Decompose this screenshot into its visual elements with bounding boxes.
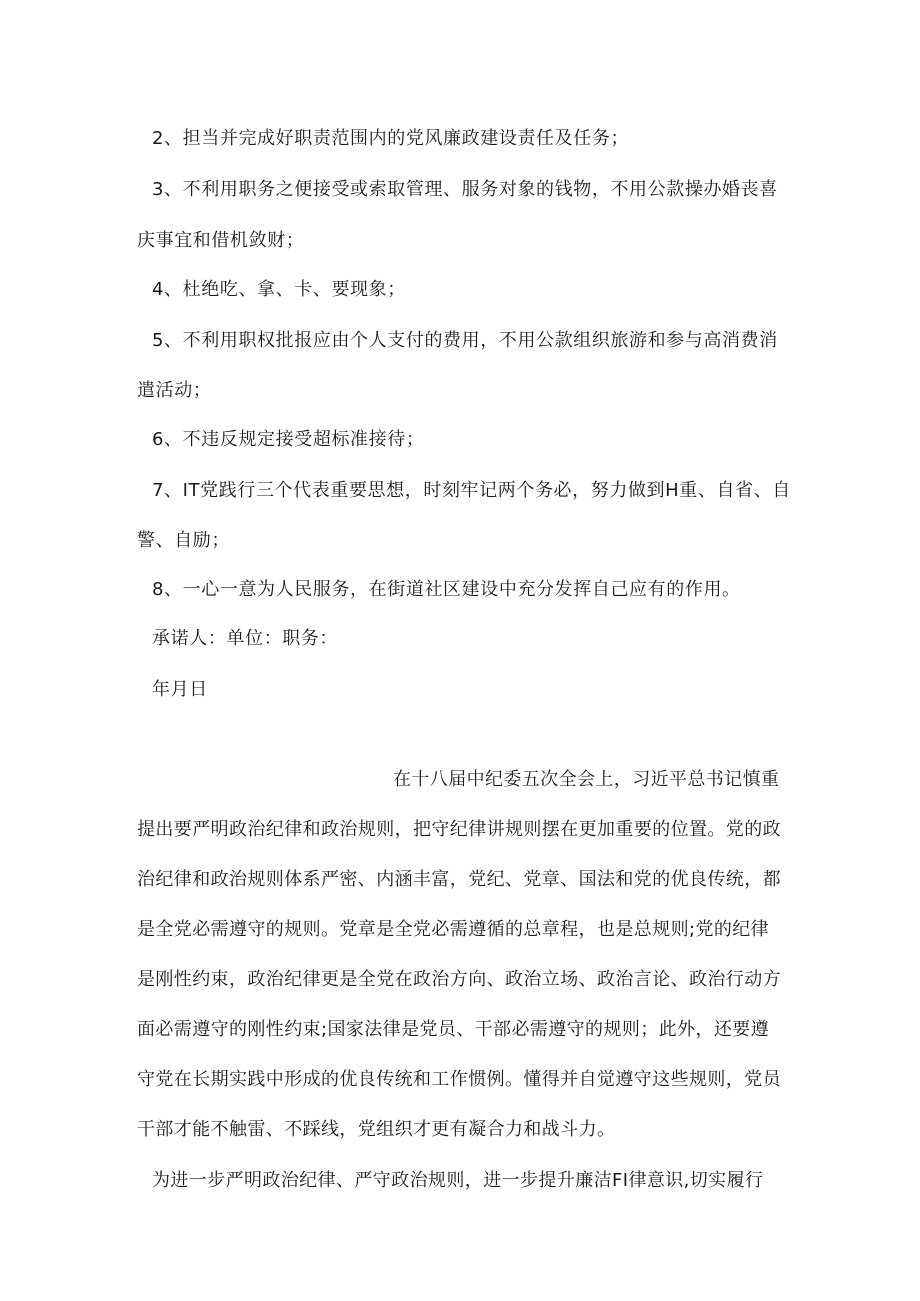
essay-line: 是刚性约束，政治纪律更是全党在政治方向、政治立场、政治言论、政治行动方 [137,969,781,990]
essay-line: 在十八届中纪委五次全会上，习近平总书记慎重 [393,769,780,790]
signature-line: 承诺人：单位：职务： [152,628,338,649]
essay-line: 治纪律和政治规则体系严密、内涵丰富，党纪、党章、国法和党的优良传统，都 [137,869,781,890]
date-line: 年月日 [152,679,208,700]
commitment-item-2: 2、担当并完成好职责范围内的党风廉政建设责任及任务； [152,128,630,149]
essay-line: 提出要严明政治纪律和政治规则，把守纪律讲规则摆在更加重要的位置。党的政 [137,819,781,840]
commitment-item-5: 5、不利用职权批报应由个人支付的费用，不用公款组织旅游和参与高消费消 [152,330,778,351]
commitment-item-5-cont: 遣活动； [137,380,212,401]
essay-line: 为进一步严明政治纪律、严守政治规则，进一步提升廉洁FI律意识,切实履行 [152,1170,764,1191]
essay-line: 面必需遵守的刚性约束;国家法律是党员、干部必需遵守的规则；此外，还要遵 [137,1019,770,1040]
essay-line: 守党在长期实践中形成的优良传统和工作惯例。懂得并自觉遵守这些规则，党员 [137,1069,781,1090]
commitment-item-4: 4、杜绝吃、拿、卡、要现象； [152,279,406,300]
commitment-item-3: 3、不利用职务之便接受或索取管理、服务对象的钱物，不用公款操办婚丧喜 [152,179,778,200]
essay-line: 干部才能不触雷、不踩线，党组织才更有凝合力和战斗力。 [137,1119,616,1140]
commitment-item-7-cont: 警、自励； [137,530,230,551]
commitment-item-8: 8、一心一意为人民服务，在街道社区建设中充分发挥自己应有的作用。 [152,579,741,600]
commitment-item-3-cont: 庆事宜和借机敛财； [137,230,305,251]
essay-line: 是全党必需遵守的规则。党章是全党必需遵循的总章程，也是总规则;党的纪律 [137,919,770,940]
commitment-item-6: 6、不违反规定接受超标准接待； [152,429,425,450]
commitment-item-7: 7、IT党践行三个代表重要思想，时刻牢记两个务必，努力做到H重、自省、自 [152,480,791,501]
